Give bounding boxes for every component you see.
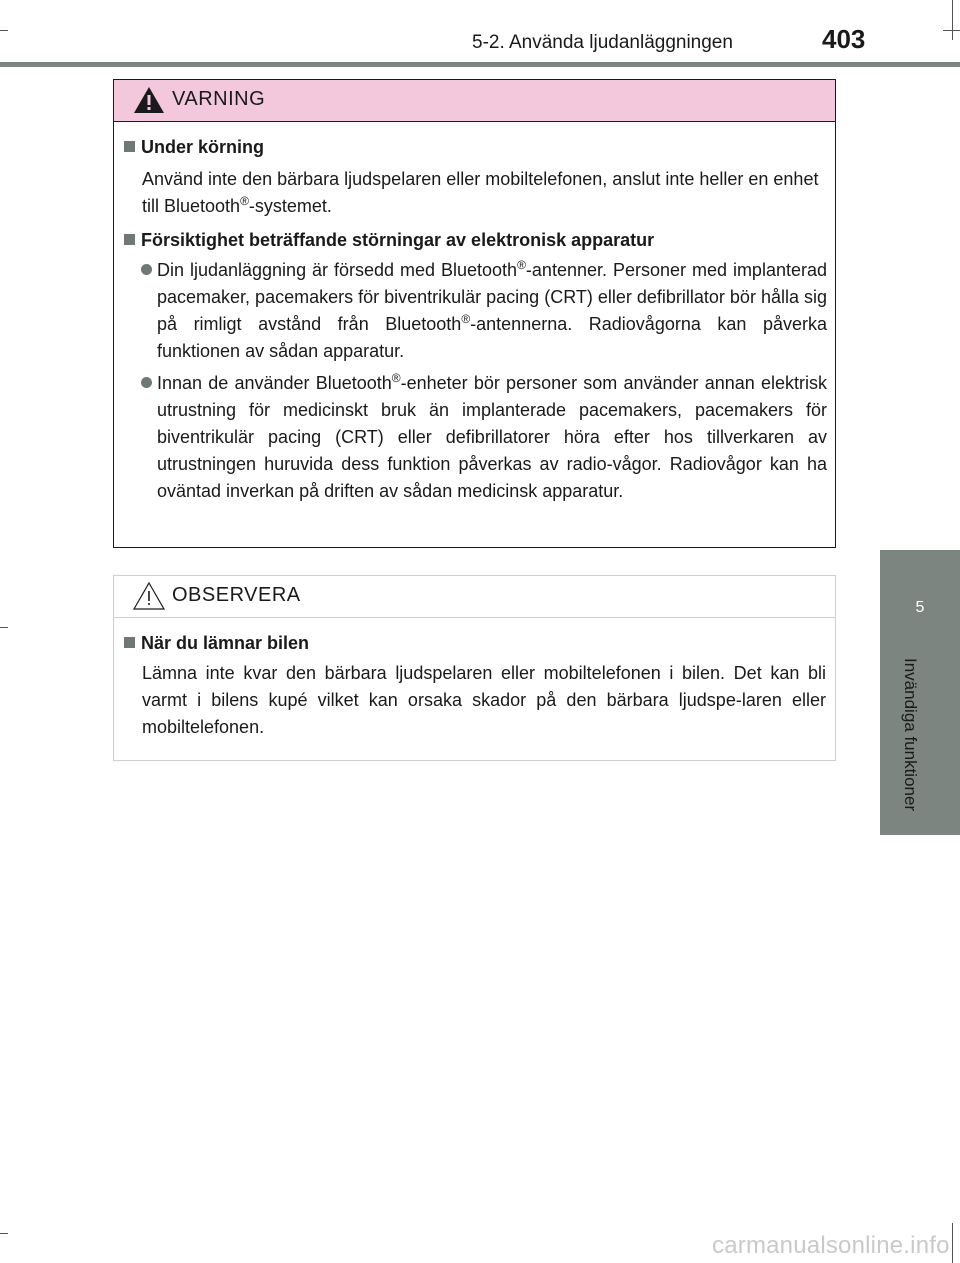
notice-box (113, 575, 836, 761)
warning-box-header (114, 80, 835, 122)
warning-box (113, 79, 836, 548)
header-rule (0, 62, 960, 67)
round-bullet-icon (141, 264, 152, 275)
chapter-number: 5 (915, 599, 925, 616)
round-bullet-icon (141, 377, 152, 388)
crop-mark (0, 30, 8, 31)
paragraph-driving: Använd inte den bärbara ljudspelaren eller mobiltelefonen, anslut inte heller en enhet till Bluetooth®-systemet. (142, 169, 819, 216)
page-number: 403 (822, 24, 866, 54)
crop-mark (0, 1233, 8, 1234)
square-bullet-icon (124, 141, 135, 152)
warning-heading: VARNING (172, 88, 266, 110)
section-title-leaving-car: När du lämnar bilen (124, 633, 309, 654)
paragraph-leaving-car: Lämna inte kvar den bärbara ljudspelaren eller mobiltelefonen i bilen. Det kan bli varmt i bilens kupé vilket kan orsaka skador på den bärbara ljudspe-laren eller mobiltelefonen. (142, 663, 826, 737)
notice-heading: OBSERVERA (172, 584, 301, 606)
section-heading: 5-2. Använda ljudanläggningen (472, 32, 733, 53)
warning-triangle-icon (132, 85, 166, 115)
list-item: Din ljudanläggning är försedd med Bluetooth®-antenner. Personer med implanterad pacemaker, pacemakers för biventrikulär pacing (CRT) eller defibrillator bör hålla sig på rimligt avstånd från Bluetooth®-antennerna. Radiovågorna kan påverka funktionen av sådan apparatur. (141, 257, 827, 365)
section-title-interference: Försiktighet beträffande störningar av elektronisk apparatur (124, 230, 654, 251)
list-item: Innan de använder Bluetooth®-enheter bör personer som använder annan elektrisk utrustning för medicinskt bruk än implanterade pacemakers, pacemakers för biventrikulär pacing (CRT) eller defibrillatorer höra efter hos tillverkaren av utrustningen huruvida dess funktion påverkas av radio-vågor. Radiovågor kan ha oväntad inverkan på driften av sådan medicinsk apparatur. (141, 370, 827, 505)
chapter-side-tab (880, 550, 960, 835)
square-bullet-icon (124, 637, 135, 648)
crop-mark (952, 0, 953, 40)
caution-triangle-icon (132, 581, 166, 611)
watermark: carmanualsonline.info (712, 1232, 950, 1259)
crop-mark (952, 1223, 953, 1263)
chapter-label: Invändiga funktioner (901, 658, 920, 812)
notice-box-header (114, 576, 835, 618)
crop-mark (0, 627, 8, 628)
section-title-driving: Under körning (124, 137, 264, 158)
square-bullet-icon (124, 234, 135, 245)
